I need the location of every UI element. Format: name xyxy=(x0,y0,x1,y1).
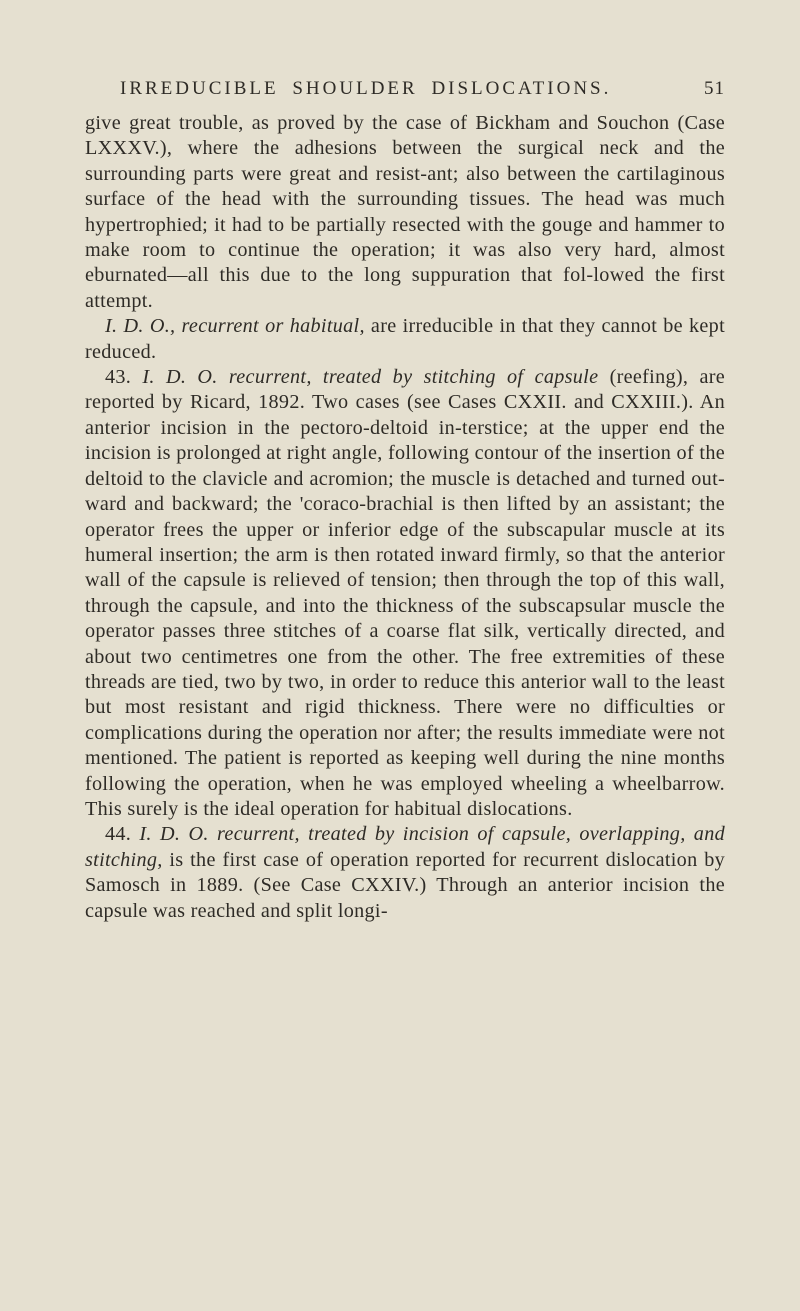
paragraph-text: give great trouble, as proved by the case of Bickham and Souchon (Case LXXXV.), where the adhesions between the surgical neck and the surrounding parts were great and resist-ant; also between the cartilaginous surface of the head with the surrounding tissues. The head was much hypertrophied; it had to be partially resected with the gouge and hammer to make room to continue the operation; it was also very hard, almost eburnated—all this due to the long suppuration that fol-lowed the first attempt. xyxy=(85,112,725,312)
paragraph-text: is the first case of operation reported for recurrent dislocation by Samosch in 1889. (See Case CXXIV.) Through an anterior incision the capsule was reached and split longi- xyxy=(85,848,725,922)
paragraph-continuation xyxy=(85,111,725,314)
paragraph-43 xyxy=(85,365,725,822)
section-number: 43. xyxy=(105,366,143,389)
running-header xyxy=(120,78,725,100)
italic-term: I. D. O. recurrent, treated by stitching of capsule xyxy=(142,366,599,389)
paragraph-text: (reefing), are reported by Ricard, 1892. Two cases (see Cases CXXII. and CXXIII.). An anterior incision in the pectoro-deltoid in-terstice; at the upper end the incision is prolonged at right angle, following contour of the insertion of the deltoid to the clavicle and acromion; the muscle is detached and turned out-ward and backward; the 'coraco-brachial is then lifted by an assistant; the operator frees the upper or inferior edge of the subscapular muscle at its humeral insertion; the arm is then rotated inward firmly, so that the anterior wall of the capsule is relieved of tension; then through the top of this wall, through the capsule, and into the thickness of the subscapsular muscle the operator passes three stitches of a coarse flat silk, vertically directed, and about two centimetres one from the other. The free extremities of these threads are tied, two by two, in order to reduce this anterior wall to the least but most resistant and rigid thickness. There were no difficulties or complications during the operation nor after; the results immediate were not mentioned. The patient is reported as keeping well during the nine months following the operation, when he was employed wheeling a wheelbarrow. This surely is the ideal operation for habitual dislocations. xyxy=(85,366,726,820)
page-number: 51 xyxy=(704,78,725,99)
section-number: 44. xyxy=(105,823,140,846)
italic-term: I. D. O., recurrent or habitual, xyxy=(105,315,365,338)
italic-term: I. D. O. recurrent, treated by incision of capsule, overlapping, and stitching, xyxy=(85,823,725,871)
paragraph-text: are irreducible in that they cannot be kept reduced. xyxy=(85,315,725,363)
paragraph-44 xyxy=(85,822,725,924)
body-text xyxy=(85,111,725,924)
running-title: IRREDUCIBLE SHOULDER DISLOCATIONS. xyxy=(120,78,612,99)
paragraph-recurrent-definition xyxy=(85,314,725,365)
